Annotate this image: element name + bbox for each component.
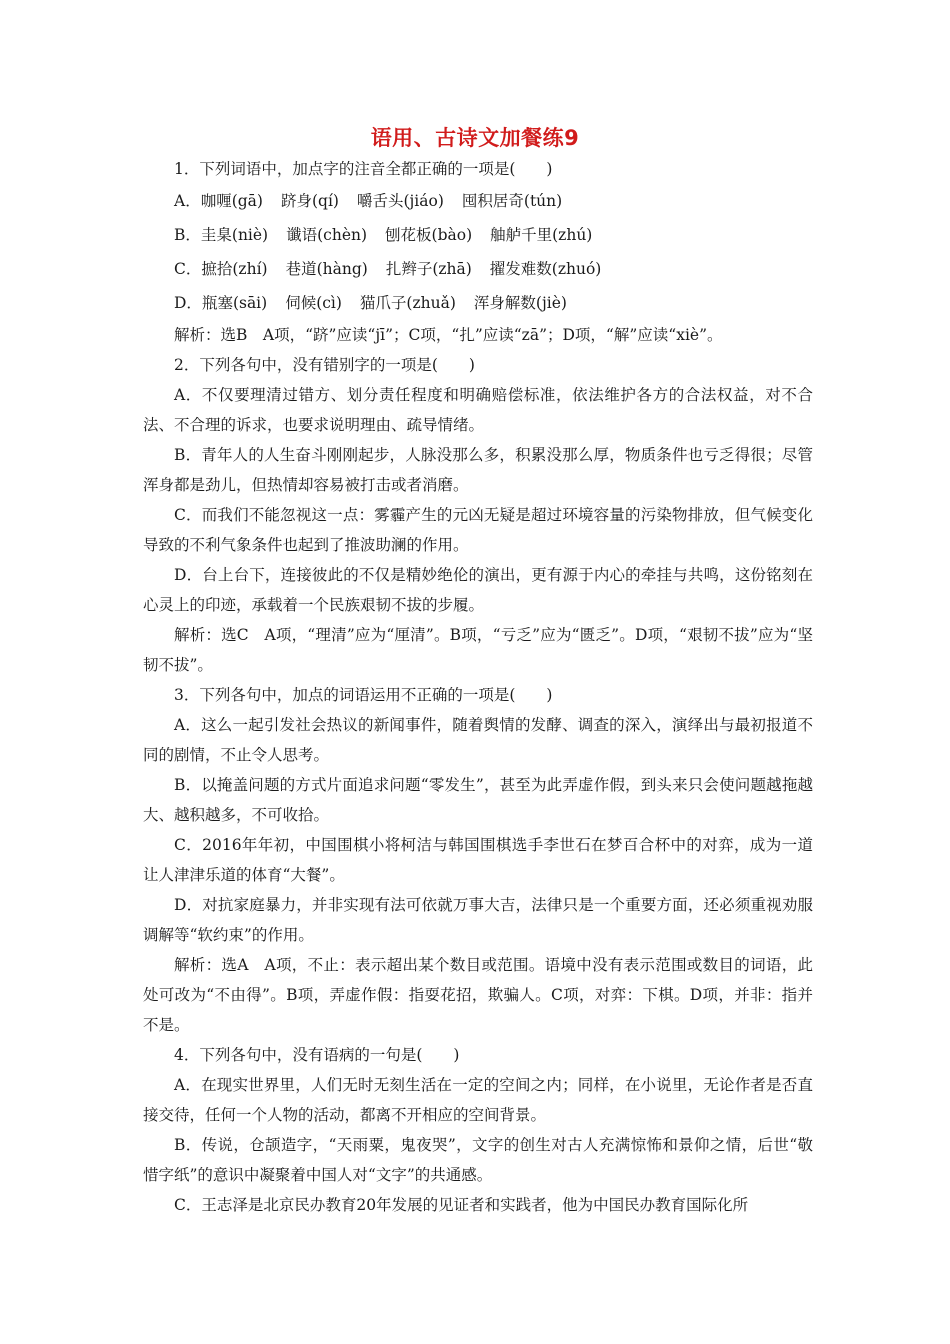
option-word: 囤积居奇(tún) xyxy=(461,192,563,210)
q3-stem: 3．下列各句中，加点的词语运用不正确的一项是( ) xyxy=(174,686,553,704)
option-word: 谶语(chèn) xyxy=(286,226,368,244)
option-word: 伺候(cì) xyxy=(285,294,342,312)
option-word: 巷道(hàng) xyxy=(285,260,368,278)
q4-option-c: C．王志泽是北京民办教育20年发展的见证者和实践者，他为中国民办教育国际化所 xyxy=(174,1196,749,1214)
option-label: C． xyxy=(174,260,202,278)
option-word: 跻身(qí) xyxy=(280,192,339,210)
q3-option-d: D．对抗家庭暴力，并非实现有法可依就万事大吉，法律只是一个重要方面，还必须重视劝服调解等“软约束”的作用。 xyxy=(143,896,813,944)
q4-option-b: B．传说，仓颉造字，“天雨粟，鬼夜哭”，文字的创生对古人充满惊怖和景仰之情，后世“敬惜字纸”的意识中凝聚着中国人对“文字”的共通感。 xyxy=(143,1136,813,1184)
option-label: A． xyxy=(174,192,201,210)
option-word: 嚼舌头(jiáo) xyxy=(356,192,444,210)
q2-option-b: B．青年人的人生奋斗刚刚起步，人脉没那么多，积累没那么厚，物质条件也亏乏得很；尽管浑身都是劲儿，但热情却容易被打击或者消磨。 xyxy=(143,446,813,494)
option-label: D． xyxy=(174,294,202,312)
q4-stem: 4．下列各句中，没有语病的一句是( ) xyxy=(174,1046,460,1064)
option-word: 擢发难数(zhuó) xyxy=(489,260,602,278)
q1-option-b xyxy=(143,218,813,252)
option-word: 舳舻千里(zhú) xyxy=(490,226,593,244)
option-word: 摭拾(zhí) xyxy=(201,260,268,278)
q3-option-b: B．以掩盖问题的方式片面追求问题“零发生”，甚至为此弄虚作假，到头来只会使问题越拖越大、越积越多，不可收拾。 xyxy=(143,776,813,824)
q2-analysis: 解析：选C A项，“理清”应为“厘清”。B项，“亏乏”应为“匮乏”。D项，“艰韧不拔”应为“坚韧不拔”。 xyxy=(143,626,813,674)
q3-option-a: A．这么一起引发社会热议的新闻事件，随着舆情的发酵、调查的深入，演绎出与最初报道不同的剧情，不止令人思考。 xyxy=(143,716,813,764)
page-title: 语用、古诗文加餐练9 xyxy=(370,126,580,150)
q2-stem: 2．下列各句中，没有错别字的一项是( ) xyxy=(174,356,475,374)
option-word: 扎辫子(zhā) xyxy=(385,260,472,278)
q1-option-d xyxy=(143,286,813,320)
q1-option-c xyxy=(143,252,813,286)
q4-option-a: A．在现实世界里，人们无时无刻生活在一定的空间之内；同样，在小说里，无论作者是否直接交待，任何一个人物的活动，都离不开相应的空间背景。 xyxy=(143,1076,813,1124)
q3-analysis: 解析：选A A项，不止：表示超出某个数目或范围。语境中没有表示范围或数目的词语，此处可改为“不由得”。B项，弄虚作假：指耍花招，欺骗人。C项，对弈：下棋。D项，并非：指并不是。 xyxy=(143,956,813,1034)
q3-option-c: C．2016年年初，中国围棋小将柯洁与韩国围棋选手李世石在梦百合杯中的对弈，成为一道让人津津乐道的体育“大餐”。 xyxy=(143,836,813,884)
option-word: 浑身解数(jiè) xyxy=(473,294,567,312)
option-word: 圭臬(niè) xyxy=(200,226,269,244)
q1-stem: 1．下列词语中，加点字的注音全都正确的一项是( ) xyxy=(174,160,553,178)
q2-option-a: A．不仅要理清过错方、划分责任程度和明确赔偿标准，依法维护各方的合法权益，对不合法、不合理的诉求，也要求说明理由、疏导情绪。 xyxy=(143,386,813,434)
option-word: 猫爪子(zhuǎ) xyxy=(359,294,456,312)
document-body xyxy=(143,154,813,1220)
option-word: 刨花板(bào) xyxy=(385,226,473,244)
q1-analysis: 解析：选B A项，“跻”应读“jī”；C项，“扎”应读“zā”；D项，“解”应读“xiè”。 xyxy=(174,326,723,344)
option-word: 咖喱(gā) xyxy=(200,192,263,210)
option-label: B． xyxy=(174,226,201,244)
q2-option-d: D．台上台下，连接彼此的不仅是精妙绝伦的演出，更有源于内心的牵挂与共鸣，这份铭刻在心灵上的印迹，承载着一个民族艰韧不拔的步履。 xyxy=(143,566,813,614)
option-word: 瓶塞(sāi) xyxy=(201,294,268,312)
q2-option-c: C．而我们不能忽视这一点：雾霾产生的元凶无疑是超过环境容量的污染物排放，但气候变化导致的不利气象条件也起到了推波助澜的作用。 xyxy=(143,506,813,554)
q1-option-a xyxy=(143,184,813,218)
